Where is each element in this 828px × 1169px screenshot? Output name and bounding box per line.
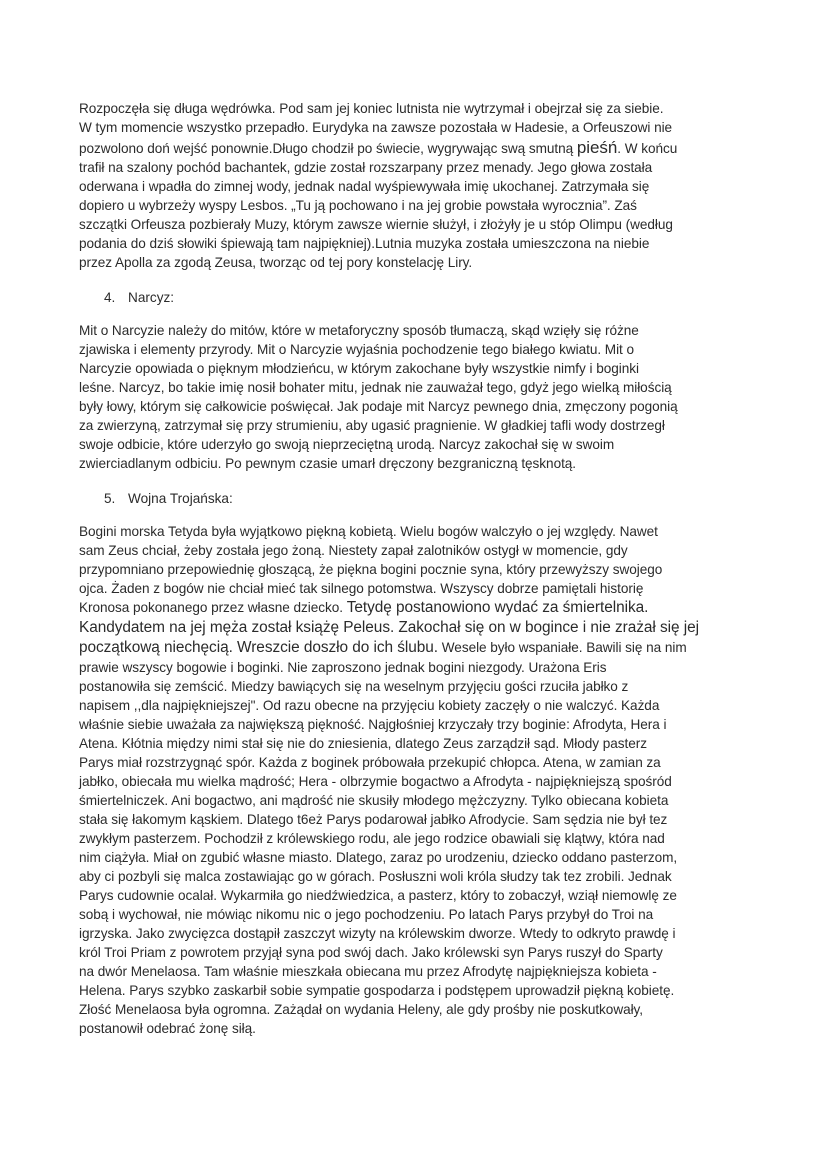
text-line: sam Zeus chciał, żeby została jego żoną. Niestety zapał zalotników ostygł w momencie, gdy [79, 543, 628, 558]
text-line: właśnie siebie uważała za największą piękność. Najgłośniej krzyczały trzy boginie: Afrodyta, Hera i [79, 717, 667, 732]
text-span-large: Tetydę postanowiono wydać za śmiertelnika. [346, 599, 649, 616]
text-line: Bogini morska Tetyda była wyjątkowo piękną kobietą. Wielu bogów walczyło o jej względy. Nawet [79, 524, 658, 539]
text-line: Złość Menelaosa była ogromna. Zażądał on wydania Heleny, ale gdy prośby nie poskutkowały, [79, 1002, 644, 1017]
text-line: nim ciążyła. Miał on zgubić własne miasto. Dlatego, zaraz po urodzeniu, dziecko oddano pasterzom, [79, 850, 678, 865]
text-line: zwierciadlanym odbiciu. Po pewnym czasie umarł dręczony bezgraniczną tęsknotą. [79, 456, 577, 471]
text-line: były łowy, którym się całkowicie poświęcał. Jak podaje mit Narcyz pewnego dnia, zmęczony pogonią [79, 399, 678, 414]
text-line: napisem ,,dla najpiękniejszej". Od razu obecne na przyjęciu kobiety zaczęły o nie walczyć. Każda [79, 698, 660, 713]
text-line: zwykłym pasterzem. Pochodził z królewskiego rodu, ale jego rodzice obawiali się klątwy, która nad [79, 831, 665, 846]
text-line: swoje odbicie, które uderzyło go swoją nieprzeciętną urodą. Narcyz zakochał się w swoim [79, 437, 615, 452]
list-number: 5. [104, 491, 116, 506]
list-heading-wojna-trojanska [79, 489, 779, 508]
text-span-large: początkową niechęcią. Wreszcie doszło do ich ślubu. [79, 639, 439, 656]
text-span: Wesele było wspaniałe. Bawili się na nim [438, 640, 687, 655]
spacer [79, 473, 779, 489]
text-line: Atena. Kłótnia między nimi stał się nie do zniesienia, dlatego Zeus zarządził sąd. Młody pasterz [79, 736, 647, 751]
text-line: sobą i wychował, nie mówiąc nikomu nic o jego pochodzeniu. Po latach Parys przybył do Troi na [79, 907, 654, 922]
list-heading-narcyz [79, 288, 779, 307]
text-line: trafił na szalony pochód bachantek, gdzie został rozszarpany przez menady. Jego głowa została [79, 160, 653, 175]
paragraph-wojna-trojanska [79, 522, 779, 1038]
text-line: Narcyzie opowiada o pięknym młodzieńcu, w którym zakochane były wszystkie nimfy i boginki [79, 361, 639, 376]
spacer [79, 508, 779, 522]
text-span: pozwolono doń wejść ponownie.Długo chodził po świecie, wygrywając swą smutną [79, 141, 577, 156]
text-line: za zwierzyną, zatrzymał się przy strumieniu, aby ugasić pragnienie. W gładkiej tafli wody dostrzegł [79, 418, 665, 433]
text-line: prawie wszyscy bogowie i boginki. Nie zaproszono jednak bogini niezgody. Urażona Eris [79, 660, 607, 675]
text-line: jabłko, obiecała mu wielka mądrość; Hera - olbrzymie bogactwo a Afrodyta - najpiękniejszą spośród [79, 774, 672, 789]
text-line: król Troi Priam z powrotem przyjął syna pod swój dach. Jako królewski syn Parys ruszył do Sparty [79, 945, 663, 960]
text-line: szczątki Orfeusza pozbierały Muzy, którym zawsze wiernie służył, i złożyły je u stóp Olimpu (według [79, 217, 673, 232]
text-line: stała się łakomym kąskiem. Dlatego t6eż Parys podarował jabłko Afrodycie. Sam sędzia nie był tez [79, 812, 668, 827]
text-line: zjawiska i elementy przyrody. Mit o Narcyzie wyjaśnia pochodzenie tego białego kwiatu. Mit o [79, 342, 635, 357]
list-number: 4. [104, 290, 116, 305]
text-line: postanowił odebrać żonę siłą. [79, 1021, 256, 1036]
text-line: igrzyska. Jako zwycięzca dostąpił zaszczyt wizyty na królewskim dworze. Wtedy to odkryto prawdę i [79, 926, 676, 941]
spacer [79, 272, 779, 288]
text-line: Rozpoczęła się długa wędrówka. Pod sam jej koniec lutnista nie wytrzymał i obejrzał się za siebie. [79, 101, 664, 116]
text-line: Mit o Narcyzie należy do mitów, które w metaforyczny sposób tłumaczą, skąd wzięły się różne [79, 323, 639, 338]
text-line: Helena. Parys szybko zaskarbił sobie sympatie gospodarza i podstępem uprowadził piękną kobietę. [79, 983, 675, 998]
text-line [79, 598, 779, 618]
text-line: Parys miał rozstrzygnąć spór. Każda z boginek próbowała przekupić chłopca. Atena, w zamian za [79, 755, 661, 770]
text-line: na dwór Menelaosa. Tam właśnie mieszkała obiecana mu przez Afrodytę najpiękniejsza kobieta - [79, 964, 657, 979]
text-line: Parys cudownie ocalał. Wykarmiła go niedźwiedzica, a pasterz, który to zobaczył, wziął niemowlę ze [79, 888, 677, 903]
text-line [79, 638, 779, 658]
paragraph-orfeusz [79, 99, 779, 272]
text-line: aby ci pozbyli się malca zostawiając go w górach. Posłuszni woli króla słudzy tak tez zrobili. Jednak [79, 869, 672, 884]
text-line: W tym momencie wszystko przepadło. Eurydyka na zawsze pozostała w Hadesie, a Orfeuszowi nie [79, 120, 673, 135]
text-line: przypomniano przepowiednię głoszącą, że piękna bogini pocznie syna, który przewyższy swojego [79, 562, 663, 577]
emphasized-word: pieśń [576, 138, 618, 157]
text-line: dopiero u wybrzeży wyspy Lesbos. „Tu ją pochowano i na jej grobie powstała wyrocznia”. Zaś [79, 198, 637, 213]
text-line [79, 137, 779, 158]
text-line: Kandydatem na jej męża został książę Peleus. Zakochał się on w bogince i nie zrażał się jej [79, 619, 699, 636]
text-line: ojca. Żaden z bogów nie chciał mieć tak silnego potomstwa. Wszyscy dobrze pamiętali historię [79, 581, 644, 596]
list-title: Narcyz: [128, 290, 175, 305]
spacer [79, 307, 779, 321]
text-line: postanowiła się zemścić. Miedzy bawiących się na weselnym przyjęciu gości rzuciła jabłko z [79, 679, 629, 694]
paragraph-narcyz [79, 321, 779, 473]
text-line: śmiertelniczek. Ani bogactwo, ani mądrość nie skusiły młodego mężczyzny. Tylko obiecana kobieta [79, 793, 669, 808]
text-span: Kronosa pokonanego przez własne dziecko. [79, 600, 347, 615]
text-line: leśne. Narcyz, bo takie imię nosił bohater mitu, jednak nie zauważał tego, gdyż jego wielką miłością [79, 380, 672, 395]
text-line: oderwana i wpadła do zimnej wody, jednak nadal wyśpiewywała imię ukochanej. Zatrzymała się [79, 179, 650, 194]
text-line: przez Apolla za zgodą Zeusa, tworząc od tej pory konstelację Liry. [79, 255, 473, 270]
text-line: podania do dziś słowiki śpiewają tam najpiękniej).Lutnia muzyka została umieszczona na niebie [79, 236, 650, 251]
text-span: . W końcu [617, 141, 678, 156]
list-title: Wojna Trojańska: [128, 491, 233, 506]
document-page [79, 99, 779, 1038]
